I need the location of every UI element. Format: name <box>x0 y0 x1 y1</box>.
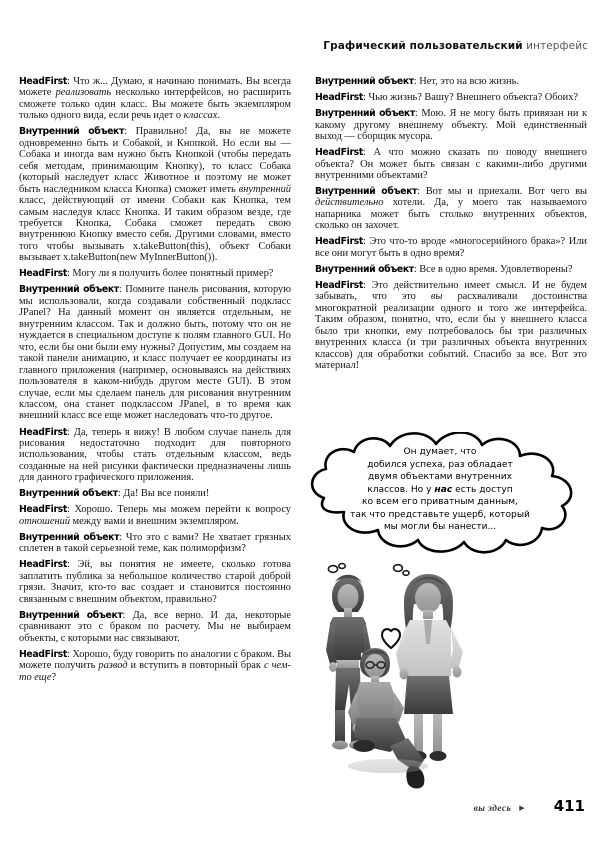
dialogue-paragraph <box>315 108 587 142</box>
dialogue-paragraph <box>19 649 291 683</box>
speaker-colon: : <box>66 559 78 571</box>
dialogue-paragraph <box>19 284 291 421</box>
emphasis-text: классах <box>183 110 218 122</box>
speaker-label: HeadFirst <box>19 268 67 280</box>
emphasis-text: реализовать <box>55 87 112 99</box>
dialogue-paragraph <box>315 186 587 232</box>
running-header-chapter-subtitle: интерфейс <box>526 40 588 52</box>
body-text: Помните панель рисования, которую мы использовали, когда создавали собственный подкласс JPanel? На данный момент он является отдельным, не внутренним классом. Так и должно быть, потому что он не нуждается в специальном доступе к полям главного GUI. Но что, если бы они были ему нужны? Допустим, мы создаем на такой панели анимацию, и класс получает ее координаты из главного приложения (например, основываясь на действиях пользователя в каком-нибудь другом месте GUI). В этом случае, если мы сделаем панель для рисования внутренним классом, она станет подклассом JPanel, в то время как внешний класс все еще может наследовать что-то другое. <box>19 284 291 422</box>
body-text: между вами и внешним экземпляром. <box>70 515 239 527</box>
emphasis-text: отношений <box>19 515 71 527</box>
body-text: Что ж... Думаю, я начинаю понимать. Вы всегда можете <box>19 76 291 99</box>
body-text: Нет, это на всю жизнь. <box>419 76 519 87</box>
speaker-label: Внутренний объект <box>19 609 123 621</box>
left-text-column <box>19 76 291 683</box>
page-footer <box>0 797 585 816</box>
speaker-label: Внутренний объект <box>315 108 415 120</box>
balloon-text-run: есть доступ <box>452 484 513 495</box>
thought-balloon-line <box>326 471 554 484</box>
speaker-colon: : <box>66 426 74 438</box>
body-text: Хорошо, буду говорить по аналогии с браком. Вы можете получить <box>19 648 291 672</box>
running-header-chapter-title: Графический пользовательский <box>323 40 523 52</box>
figure-right <box>396 574 463 761</box>
speaker-label: HeadFirst <box>315 236 363 248</box>
thought-bubble-dots-icon <box>328 564 409 576</box>
thought-balloon-text <box>326 446 554 534</box>
speaker-colon: : <box>66 504 75 516</box>
speaker-label: Внутренний объект <box>315 186 418 197</box>
dialogue-paragraph <box>19 268 291 279</box>
speaker-colon: : <box>117 488 124 500</box>
illustration-figures <box>320 560 530 792</box>
dialogue-paragraph <box>315 264 587 275</box>
speaker-colon: : <box>414 108 422 120</box>
speaker-colon: : <box>362 236 370 248</box>
speaker-label: Внутренний объект <box>19 488 118 500</box>
body-text: Это что-то вроде «многосерийного брака»? Или все они могут быть в одно время? <box>315 236 587 259</box>
dialogue-paragraph <box>315 236 587 259</box>
body-text: ? <box>51 671 57 683</box>
speaker-label: Внутренний объект <box>315 76 414 87</box>
balloon-text-run: добился успеха, раз обладает <box>367 459 513 470</box>
running-header <box>323 40 588 52</box>
dialogue-paragraph <box>19 76 291 122</box>
thought-balloon <box>296 432 586 567</box>
speaker-colon: : <box>119 531 126 543</box>
speaker-colon: : <box>362 279 372 291</box>
body-text: Могу ли я получить более понятный пример? <box>72 268 274 280</box>
speaker-colon: : <box>122 609 133 621</box>
speaker-label: HeadFirst <box>19 648 67 660</box>
emphasis-text: развод <box>98 660 128 672</box>
body-text: Мою. Я не могу быть привязан ни к какому другому внешнему объекту. Мой единственный выход — сборщик мусора. <box>315 108 587 142</box>
dialogue-paragraph <box>315 280 587 372</box>
body-text: расхваливали достоинства многократной реализации одного и того же интерфейса. Таким образом, понятно, что, если бы у внешнего класса было три кнопки, ему потребовалось бы три различных внутренних класса (и три различных объекта внутренних классов) для обработки событий. Спасибо за все. Вот это материал! <box>315 291 587 372</box>
dialogue-paragraph <box>19 126 291 263</box>
balloon-text-run: двумя объектами внутренних <box>368 472 512 482</box>
speaker-label: HeadFirst <box>19 426 67 438</box>
dialogue-paragraph <box>19 427 291 484</box>
dialogue-paragraph <box>19 532 291 555</box>
body-text: Да, теперь я вижу! В любом случае панель для рисования недостаточно подходит для повторного использования, чтобы стать отдельным классом, ведь созданные на ней рисунки фактически предназначены лишь для данного графического приложения. <box>19 426 291 484</box>
body-text: Эй, вы понятия не имеете, сколько готова заплатить публика за небольшое количество старой доброй грязи. Значит, кто-то вас создает и становится постоянно связанным с внешним объектом, правильно? <box>19 559 291 605</box>
speaker-colon: : <box>66 76 74 87</box>
speaker-colon: : <box>66 268 73 280</box>
balloon-text-run: классов. Но у <box>367 484 435 495</box>
page-number: 411 <box>553 797 585 815</box>
body-text: класс, действующий от имени Собаки как Кнопка, тем самым наследуя класс Кнопка. И таким образом везде, где требуется Кнопка, Собака сможет передать свою внутреннюю Кнопку вместо себя. Другими словами, вместо того чтобы вызывать x.takeButton(this), объект Собаки вызывает x.takeButton(new MyInnerButton()). <box>19 195 291 264</box>
body-text: . <box>217 110 220 122</box>
speaker-label: HeadFirst <box>19 76 67 87</box>
dialogue-paragraph <box>315 92 587 103</box>
speaker-colon: : <box>413 263 420 275</box>
speaker-colon: : <box>118 284 126 296</box>
thought-balloon-line <box>326 521 554 534</box>
speaker-label: HeadFirst <box>19 559 67 571</box>
dialogue-paragraph <box>19 504 291 527</box>
balloon-text-run: Он думает, что <box>403 447 477 457</box>
body-text: Все в одно время. Удовлетворены? <box>419 263 573 275</box>
dialogue-paragraph <box>19 488 291 499</box>
emphasis-text: действительно <box>315 197 384 209</box>
body-text: Хорошо. Теперь мы можем перейти к вопросу <box>74 504 291 516</box>
speaker-label: Внутренний объект <box>315 263 414 275</box>
speaker-label: Внутренний объект <box>19 284 119 296</box>
body-text: Правильно! Да, вы не можете одновременно быть и Собакой, и Кнопкой. Но если вы — Собака и иногда вам нужно быть Кнопкой (чтобы передать себя методам, принимающим Кнопку), то класс Собака (который наследует класс Животное и поэтому не может быть наследником класса Кнопка) сможет иметь <box>19 126 291 195</box>
balloon-text-run: ко всем его приватным данным, <box>362 497 518 507</box>
you-are-here-label: вы здесь <box>473 803 512 814</box>
triangle-right-icon: ▶ <box>519 804 525 812</box>
speaker-colon: : <box>362 147 374 159</box>
dialogue-paragraph <box>315 147 587 181</box>
thought-balloon-line <box>326 446 554 459</box>
dialogue-paragraph <box>19 610 291 644</box>
speaker-label: Внутренний объект <box>19 531 120 543</box>
thought-balloon-line <box>326 484 554 497</box>
emphasis-text: вы <box>430 291 443 303</box>
body-text: несколько интерфейсов, но расширить сможете только один класс. Вы можете быть экземпляром только одного вида, если речь идет о <box>19 87 291 122</box>
body-text: хотели. Да, у моего так называемого напарника может быть столько внутренних объектов, сколько он захочет. <box>315 197 587 232</box>
body-text: Что это с вами? Не хватает грязных сплетен в такой серьезной теме, как полиморфизм? <box>19 531 291 555</box>
thought-balloon-line <box>326 496 554 509</box>
thought-balloon-line <box>326 459 554 472</box>
thought-balloon-line <box>326 509 554 522</box>
body-text: и вступить в повторный брак <box>127 660 264 672</box>
speaker-colon: : <box>124 126 136 138</box>
dialogue-paragraph <box>19 559 291 605</box>
speaker-label: HeadFirst <box>315 279 363 291</box>
body-text: Вот мы и приехали. Вот чего вы <box>425 186 587 197</box>
right-text-column <box>315 76 587 372</box>
balloon-text-run: мы могли бы нанести... <box>383 522 497 532</box>
body-text: А что можно сказать по поводу внешнего объекта? Он может быть связан с какими-либо другими внутренними объектами? <box>315 147 587 181</box>
speaker-colon: : <box>362 92 369 104</box>
speaker-colon: : <box>66 648 73 660</box>
speaker-label: Внутренний объект <box>19 126 125 138</box>
balloon-text-run: так что представьте ущерб, который <box>350 509 530 520</box>
body-text: Да, все верно. И да, некоторые сравнивают это с браком по расчету. Мы не выбираем объекты, с которыми нас связывают. <box>19 609 291 644</box>
body-text: Чью жизнь? Вашу? Внешнего объекта? Обоих? <box>368 92 579 104</box>
dialogue-paragraph <box>315 76 587 87</box>
body-text: Да! Вы все поняли! <box>123 488 210 500</box>
speaker-colon: : <box>413 76 420 87</box>
emphasis-text: с чем-то еще <box>19 660 291 683</box>
body-text: Это действительно имеет смысл. И не будем забывать, что это <box>315 279 587 303</box>
speaker-label: HeadFirst <box>315 92 363 104</box>
emphasis-text: внутренний <box>238 183 291 195</box>
speaker-label: HeadFirst <box>19 504 67 516</box>
speaker-label: HeadFirst <box>315 147 363 159</box>
heart-icon <box>382 629 400 648</box>
balloon-emphasis: нас <box>434 484 453 495</box>
speaker-colon: : <box>417 186 426 197</box>
